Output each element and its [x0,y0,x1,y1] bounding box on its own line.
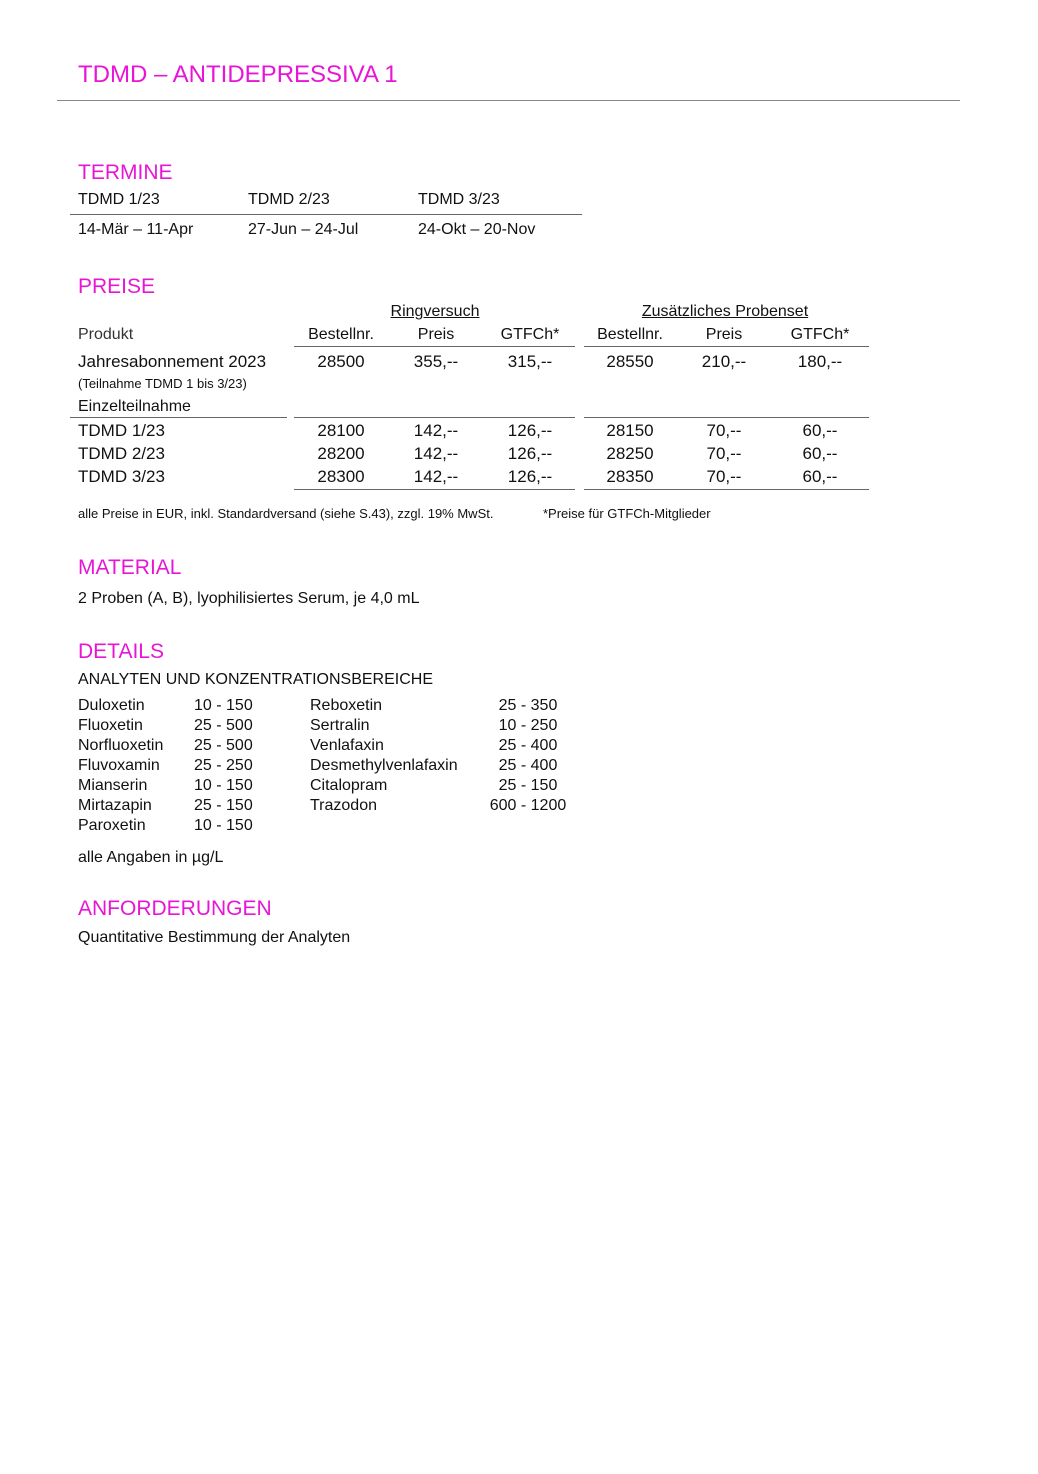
termine-dates-3: 24-Okt – 20-Nov [418,221,536,238]
row3-produkt: TDMD 3/23 [78,467,165,486]
analyte-range: 10 - 150 [194,817,253,834]
header-rule-probenset [584,346,869,347]
termine-dates-1: 14-Mär – 11-Apr [78,221,194,238]
row1-p-preis: 70,-- [706,421,742,440]
title-divider [57,100,960,101]
row1-r-preis: 142,-- [413,421,459,440]
einzel-label: Einzelteilnahme [78,398,191,415]
row2-r-gtfch: 126,-- [507,444,553,463]
anforderungen-text: Quantitative Bestimmung der Analyten [78,929,351,946]
jahres-r-preis: 355,-- [413,352,459,371]
analyte-range: 600 - 1200 [489,797,567,814]
row1-p-bestellnr: 28150 [606,421,654,440]
termine-heading: TERMINE [78,161,173,184]
einzel-rule-ringversuch [294,417,575,418]
analyte-name: Sertralin [310,717,370,734]
analyte-name: Duloxetin [78,697,145,714]
jahres-p-gtfch: 180,-- [797,352,843,371]
analyte-range: 25 - 500 [194,737,253,754]
analyte-range: 25 - 400 [498,757,558,774]
col-p-gtfch: GTFCh* [790,326,850,343]
termine-divider [70,214,582,215]
analyte-name: Desmethylvenlafaxin [310,757,458,774]
analyte-range: 25 - 500 [194,717,253,734]
bottom-rule-ringversuch [294,489,575,490]
jahres-p-preis: 210,-- [701,352,747,371]
row2-p-bestellnr: 28250 [606,444,654,463]
row3-p-gtfch: 60,-- [802,467,838,486]
unit-note: alle Angaben in µg/L [78,849,224,866]
row2-r-preis: 142,-- [413,444,459,463]
gtfch-note: *Preise für GTFCh-Mitglieder [543,506,711,521]
row2-p-preis: 70,-- [706,444,742,463]
termine-dates-2: 27-Jun – 24-Jul [248,221,359,238]
jahres-sublabel: (Teilnahme TDMD 1 bis 3/23) [78,376,247,391]
row3-r-bestellnr: 28300 [317,467,365,486]
analyte-range: 25 - 350 [498,697,558,714]
col-produkt: Produkt [78,326,134,343]
row1-p-gtfch: 60,-- [802,421,838,440]
jahres-label: Jahresabonnement 2023 [78,352,267,371]
analyte-name: Fluoxetin [78,717,143,734]
material-text: 2 Proben (A, B), lyophilisiertes Serum, je 4,0 mL [78,590,420,607]
analyte-name: Norfluoxetin [78,737,164,754]
row2-produkt: TDMD 2/23 [78,444,165,463]
analyte-range: 25 - 250 [194,757,253,774]
col-r-bestellnr: Bestellnr. [308,326,374,343]
preise-note: alle Preise in EUR, inkl. Standardversand (siehe S.43), zzgl. 19% MwSt. [78,506,494,521]
row3-r-preis: 142,-- [413,467,459,486]
bottom-rule-probenset [584,489,869,490]
material-heading: MATERIAL [78,556,182,579]
col-p-bestellnr: Bestellnr. [597,326,663,343]
col-r-gtfch: GTFCh* [500,326,560,343]
row2-p-gtfch: 60,-- [802,444,838,463]
jahres-p-bestellnr: 28550 [606,352,654,371]
analyte-name: Fluvoxamin [78,757,160,774]
row1-r-bestellnr: 28100 [317,421,365,440]
analyte-name: Citalopram [310,777,388,794]
jahres-r-bestellnr: 28500 [317,352,365,371]
col-p-preis: Preis [705,326,743,343]
col-r-preis: Preis [417,326,455,343]
analyte-name: Paroxetin [78,817,146,834]
analyte-range: 25 - 400 [498,737,558,754]
group-probenset: Zusätzliches Probenset [641,303,809,320]
anforderungen-heading: ANFORDERUNGEN [78,897,272,920]
row3-p-preis: 70,-- [706,467,742,486]
details-subheading: ANALYTEN UND KONZENTRATIONSBEREICHE [78,671,434,688]
analyte-name: Venlafaxin [310,737,384,754]
row3-p-bestellnr: 28350 [606,467,654,486]
jahres-r-gtfch: 315,-- [507,352,553,371]
preise-heading: PREISE [78,275,156,298]
einzel-rule-produkt [70,417,287,418]
termine-name-3: TDMD 3/23 [418,191,500,208]
row1-r-gtfch: 126,-- [507,421,553,440]
termine-name-1: TDMD 1/23 [78,191,160,208]
analyte-name: Trazodon [310,797,377,814]
row1-produkt: TDMD 1/23 [78,421,165,440]
einzel-rule-probenset [584,417,869,418]
row3-r-gtfch: 126,-- [507,467,553,486]
analyte-name: Mirtazapin [78,797,152,814]
header-rule-ringversuch [294,346,575,347]
details-heading: DETAILS [78,640,164,663]
analyte-name: Reboxetin [310,697,383,714]
row2-r-bestellnr: 28200 [317,444,365,463]
analyte-range: 10 - 150 [194,777,253,794]
analyte-name: Mianserin [78,777,148,794]
analyte-range: 10 - 250 [498,717,558,734]
analyte-range: 25 - 150 [194,797,253,814]
page-title: TDMD – ANTIDEPRESSIVA 1 [78,61,398,88]
analyte-range: 10 - 150 [194,697,253,714]
termine-name-2: TDMD 2/23 [248,191,330,208]
analyte-range: 25 - 150 [498,777,558,794]
group-ringversuch: Ringversuch [390,303,480,320]
